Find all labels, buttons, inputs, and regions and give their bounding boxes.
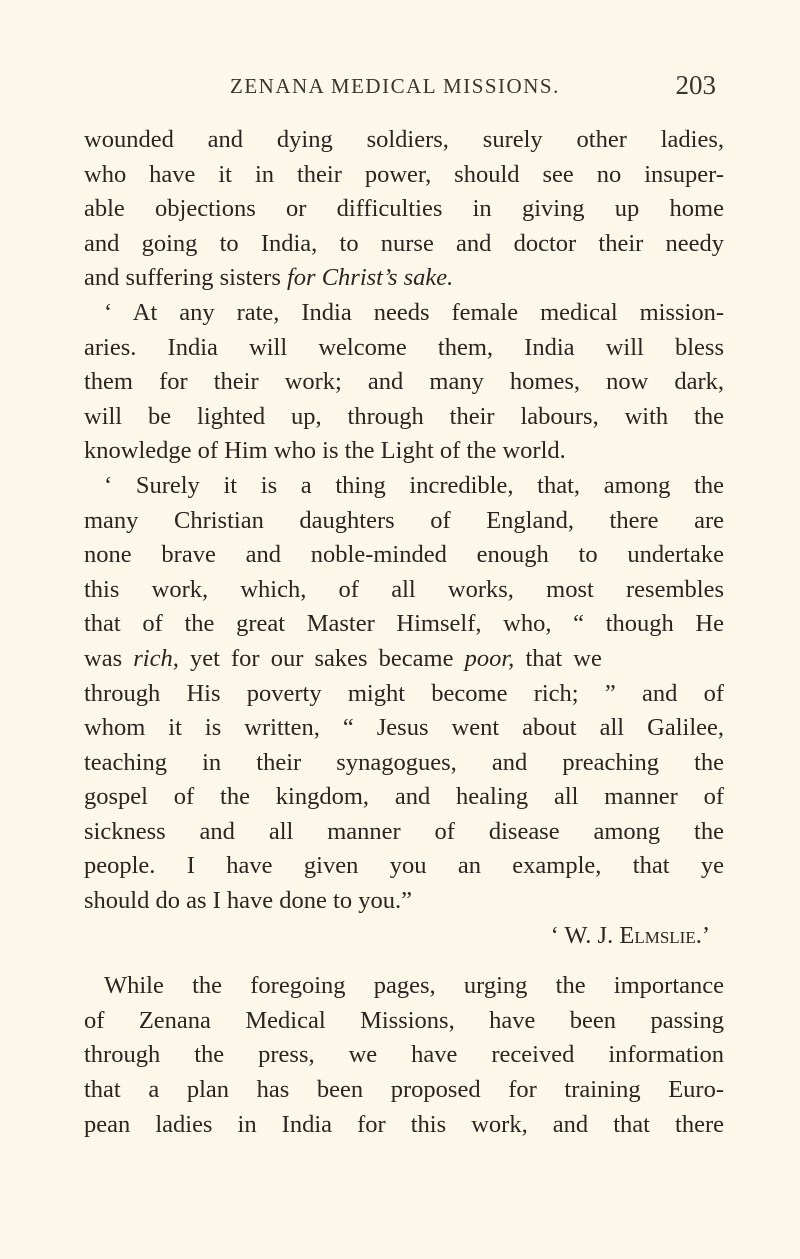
text-line: many Christian daughters of England, there are <box>84 506 724 534</box>
signature-surname: Elmslie.’ <box>619 921 710 949</box>
text-line: aries. India will welcome them, India will bless <box>84 333 724 361</box>
text-line: people. I have given you an example, that ye <box>84 852 724 880</box>
text-line: whom it is written, “ Jesus went about all Galilee, <box>84 714 724 742</box>
text-run: and suffering sisters <box>84 264 287 292</box>
text-run: yet for our sakes became <box>178 644 465 672</box>
text-line: ‘ Surely it is a thing incredible, that, among the <box>104 471 724 499</box>
text-line: able objections or difficulties in giving up home <box>84 195 724 223</box>
text-line: sickness and all manner of disease among the <box>84 817 724 845</box>
text-line: knowledge of Him who is the Light of the world. <box>84 437 566 465</box>
text-line: pean ladies in India for this work, and that there <box>84 1110 724 1138</box>
text-line: none brave and noble-minded enough to undertake <box>84 541 724 569</box>
text-line: of Zenana Medical Missions, have been passing <box>84 1006 724 1034</box>
text-line: who have it in their power, should see no insuper- <box>84 160 724 188</box>
page-body <box>84 123 724 1142</box>
italic-phrase: rich, <box>133 644 179 672</box>
text-line: and going to India, to nurse and doctor their needy <box>84 229 724 257</box>
text-line: through the press, we have received information <box>84 1041 724 1069</box>
signature-initials: ‘ W. J. <box>550 921 620 949</box>
text-run: was <box>84 644 134 672</box>
text-line <box>84 642 724 677</box>
italic-phrase: for Christ’s sake. <box>287 264 454 292</box>
text-line <box>84 261 724 296</box>
text-line: gospel of the kingdom, and healing all manner of <box>84 783 724 811</box>
text-line: through His poverty might become rich; ” and of <box>84 679 724 707</box>
text-line: should do as I have done to you.” <box>84 887 412 915</box>
page-header <box>84 70 716 108</box>
text-line: that of the great Master Himself, who, “ though He <box>84 610 724 638</box>
italic-phrase: poor, <box>464 644 515 672</box>
text-line: will be lighted up, through their labours, with the <box>84 402 724 430</box>
text-run: that we <box>514 644 602 672</box>
paragraph-gap <box>84 953 724 969</box>
text-line: teaching in their synagogues, and preaching the <box>84 748 724 776</box>
text-line: this work, which, of all works, most resembles <box>84 575 724 603</box>
text-line: that a plan has been proposed for training Euro- <box>84 1076 724 1104</box>
text-line: them for their work; and many homes, now dark, <box>84 368 724 396</box>
text-line: While the foregoing pages, urging the importance <box>104 972 724 1000</box>
signature-line <box>84 919 724 954</box>
text-line: ‘ At any rate, India needs female medical mission- <box>104 298 724 326</box>
running-title: ZENANA MEDICAL MISSIONS. <box>230 74 560 98</box>
text-line: wounded and dying soldiers, surely other ladies, <box>84 126 724 153</box>
page-number: 203 <box>675 70 716 100</box>
